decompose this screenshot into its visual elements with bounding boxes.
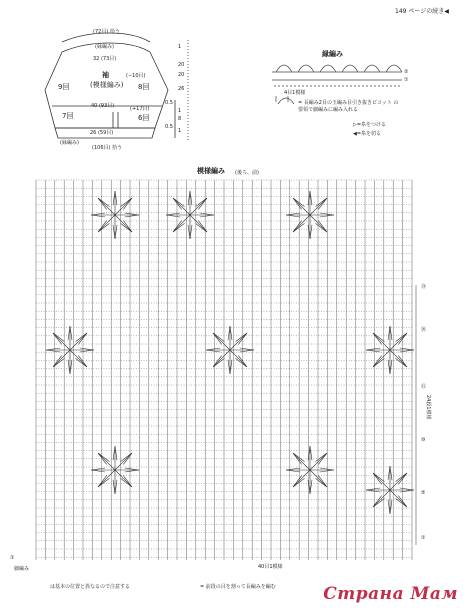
edge-note-1: = 長編み2目の玉編み目引き抜きピコット の <box>298 100 399 106</box>
dim-9: 1 <box>178 128 182 134</box>
lower-right-rows: 6回 <box>138 114 150 122</box>
dim-8: 0.5 <box>165 124 173 130</box>
left-rows: 9回 <box>58 83 70 91</box>
mid-width: 40 (93目) <box>91 103 115 109</box>
bottom-label: 細編み <box>14 566 30 572</box>
legend-cut: ◀=糸を切る <box>353 131 382 137</box>
row-mark-1: ① <box>421 535 426 541</box>
bottom-width: 26 (59目) <box>90 130 114 136</box>
edge-row-1: ① <box>404 77 409 83</box>
watermark-logo: Страна Мам <box>323 584 458 604</box>
dim-4: 26 <box>178 86 185 92</box>
edge-pattern-title: 縁編み <box>322 50 343 58</box>
main-chart-subtitle: (後ろ、前) <box>235 170 259 176</box>
edge-top-label: (縁編み) <box>95 44 114 50</box>
rows-per-repeat: 24段1模様 <box>425 395 431 420</box>
row-mark-5: ⑤ <box>421 490 426 496</box>
dim-3: 20 <box>178 72 185 78</box>
legend-attach: ▷=糸をつける <box>353 122 387 128</box>
inc-count: (+17目) <box>130 106 150 112</box>
top-count: (72目) 拾う <box>93 29 120 35</box>
row-mark-15: ⑮ <box>421 384 427 390</box>
row-mark-24: ㉔ <box>421 284 427 290</box>
dim-7: 8 <box>178 116 182 122</box>
lower-left-rows: 7回 <box>62 112 74 120</box>
dim-5: 0.5 <box>165 100 173 106</box>
dim-1: 1 <box>178 44 182 50</box>
edge-note-2: 要領で細編みに編み入れる <box>298 107 359 113</box>
edge-bottom-label: (縁編み) <box>60 140 79 146</box>
page-continued-label: 149 ページの続き◀ <box>395 8 449 15</box>
dec-count: (−10目) <box>126 73 146 79</box>
pattern-label: (模様編み) <box>90 81 124 89</box>
bottom-count: (106目) 拾う <box>92 145 123 151</box>
main-chart-title: 模様編み <box>197 167 225 175</box>
sleeve-title: 袖 <box>102 71 109 79</box>
footnote-2: = 前段の目を割って長編みを編む <box>200 584 276 590</box>
edge-row-2: ② <box>404 69 409 75</box>
row-mark-10: ⑩ <box>421 437 426 443</box>
footnote-1: は基本の位置と異なるので注意する <box>50 584 131 590</box>
repeat-label: 40目1模様 <box>258 564 283 570</box>
dim-6: 1 <box>178 108 182 114</box>
left-row-1: ① <box>10 555 15 561</box>
dim-2: 20 <box>178 62 185 68</box>
row-mark-20: ⑳ <box>421 327 427 333</box>
edge-repeat: 4目1模様 <box>284 90 306 96</box>
top-width: 32 (73目) <box>93 56 117 62</box>
right-rows: 8回 <box>138 83 150 91</box>
